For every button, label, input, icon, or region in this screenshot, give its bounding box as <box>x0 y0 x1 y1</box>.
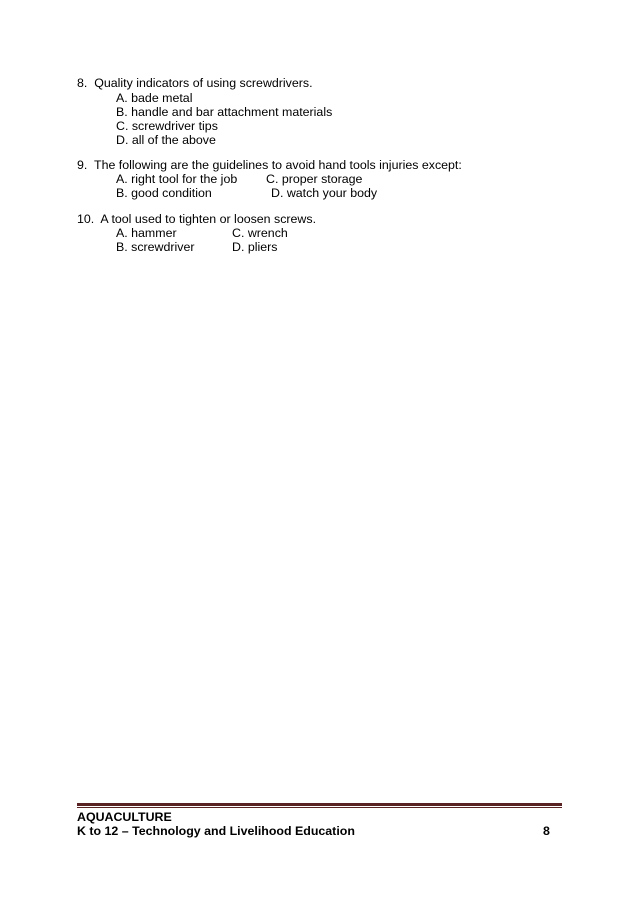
question-8-stem: 8. Quality indicators of using screwdrivers. <box>77 76 313 90</box>
question-10-option-d: D. pliers <box>232 240 278 254</box>
question-8-option-c: C. screwdriver tips <box>116 119 218 133</box>
question-10-option-c: C. wrench <box>232 226 288 240</box>
footer-subtitle: K to 12 – Technology and Livelihood Education <box>77 824 355 838</box>
question-9-option-b: B. good condition <box>116 186 212 200</box>
question-9-option-a: A. right tool for the job <box>116 172 238 186</box>
page-number: 8 <box>543 824 550 838</box>
question-9-stem: 9. The following are the guidelines to avoid hand tools injuries except: <box>77 158 462 172</box>
footer-title: AQUACULTURE <box>77 810 172 824</box>
question-8-option-b: B. handle and bar attachment materials <box>116 105 333 119</box>
question-9-option-d: D. watch your body <box>271 186 378 200</box>
footer-rule <box>77 803 562 806</box>
question-10-option-b: B. screwdriver <box>116 240 195 254</box>
question-9-option-c: C. proper storage <box>266 172 363 186</box>
question-8-option-d: D. all of the above <box>116 133 216 147</box>
footer-rule-thin <box>77 807 562 808</box>
question-8-option-a: A. bade metal <box>116 91 193 105</box>
question-10-option-a: A. hammer <box>116 226 177 240</box>
question-10-stem: 10. A tool used to tighten or loosen screws. <box>77 212 317 226</box>
